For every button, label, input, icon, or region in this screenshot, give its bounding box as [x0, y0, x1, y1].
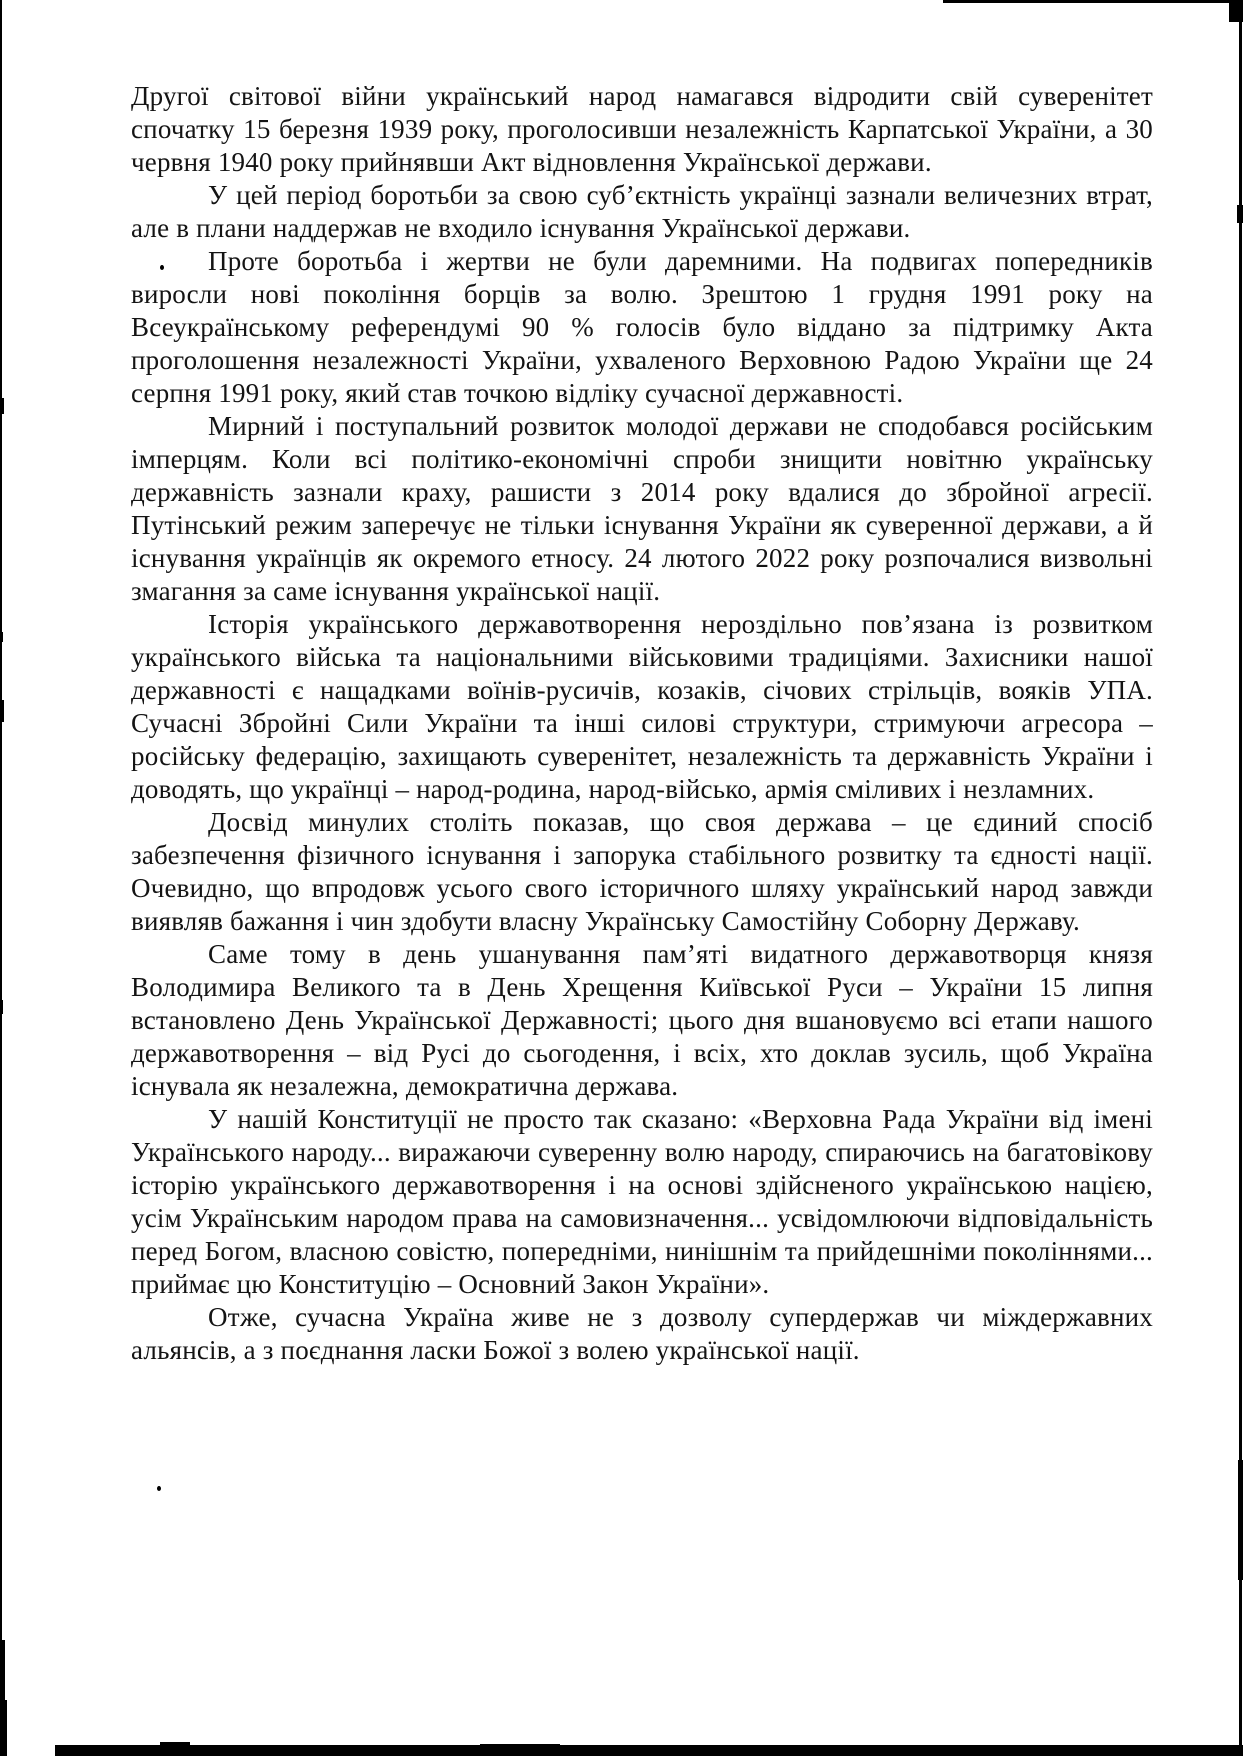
scan-edge-left-line	[0, 0, 2, 1756]
paragraph-2: У цей період боротьби за свою суб’єктність українці зазнали величезних втрат, але в плани наддержав не входило існування Української держави.	[131, 180, 1153, 243]
scan-edge-left-blob	[0, 1640, 5, 1700]
paragraph-4: Мирний і поступальний розвиток молодої держави не сподобався російським імперцям. Коли всі політико-економічні спроби знищити новітню українську державність зазнали краху, рашисти з 2014 року вдалися до збройної агресії. Путінський режим заперечує не тільки існування України як суверенної держави, а й існування українців як окремого етносу. 24 лютого 2022 року розпочалися визвольні змагання за саме існування української нації.	[131, 411, 1153, 606]
paragraph-7: Саме тому в день ушанування пам’яті видатного державотворця князя Володимира Великого та в День Хрещення Київської Руси – України 15 липня встановлено День Української Державності; цього дня вшановуємо всі етапи нашого державотворення – від Русі до сьогодення, і всіх, хто доклав зусиль, щоб Україна існувала як незалежна, демократична держава.	[131, 939, 1153, 1101]
scan-edge-left-blob	[0, 398, 4, 414]
paragraph-6: Досвід минулих століть показав, що своя держава – це єдиний спосіб забезпечення фізичного існування і запорука стабільного розвитку та єдності нації. Очевидно, що впродовж усього свого історичного шляху український народ завжди виявляв бажання і чин здобути власну Українську Самостійну Соборну Державу.	[131, 807, 1153, 936]
paragraph-1: Другої світової війни український народ намагався відродити свій суверенітет спочатку 15 березня 1939 року, проголосивши незалежність Карпатської України, а 30 червня 1940 року прийнявши Акт відновлення Української держави.	[131, 81, 1153, 177]
scan-bottom-black-bar	[55, 1745, 1243, 1756]
scan-edge-right-blob	[1238, 1460, 1243, 1580]
paragraph-5: Історія українського державотворення нероздільно пов’язана із розвитком українського війська та національними військовими традиціями. Захисники нашої державності є нащадками воїнів-русичів, козаків, січових стрільців, вояків УПА. Сучасні Збройні Сили України та інші силові структури, стримуючи агресора – російську федерацію, захищають суверенітет, незалежність та державність України і доводять, що українці – народ-родина, народ-військо, армія сміливих і незламних.	[131, 609, 1153, 804]
scan-bottom-bar-tick	[480, 1744, 560, 1747]
scan-edge-left-blob	[0, 632, 3, 642]
scan-edge-left-blob	[0, 1700, 7, 1756]
scan-corner-top-right-mark	[1229, 0, 1243, 22]
scan-stray-dot	[157, 1486, 161, 1491]
paragraph-3: Проте боротьба і жертви не були даремними. На подвигах попередників виросли нові покоління борців за волю. Зрештою 1 грудня 1991 року на Всеукраїнському референдумі 90 % голосів було віддано за підтримку Акта проголошення незалежності України, ухваленого Верховною Радою України ще 24 серпня 1991 року, який став точкою відліку сучасної державності.	[131, 246, 1153, 408]
scan-edge-left-blob	[0, 700, 4, 722]
scan-bottom-bar-tick	[160, 1742, 190, 1745]
scan-edge-left-blob	[0, 1000, 3, 1014]
paragraph-9: Отже, сучасна Україна живе не з дозволу супердержав чи міждержавних альянсів, а з поєднання ласки Божої з волею української нації.	[131, 1302, 1153, 1365]
paragraph-8: У нашій Конституції не просто так сказано: «Верховна Рада України від імені Українського народу... виражаючи суверенну волю народу, спираючись на багатовікову історію українського державотворення і на основі здійсненого українською нацією, усім Українським народом права на самовизначення... усвідомлюючи відповідальність перед Богом, власною совістю, попередніми, нинішнім та прийдешніми поколіннями... приймає цю Конституцію – Основний Закон України».	[131, 1104, 1153, 1299]
scan-edge-right-blob	[1237, 205, 1243, 223]
scan-edge-top-right-line	[943, 0, 1243, 3]
document-text-block	[131, 80, 1153, 1367]
